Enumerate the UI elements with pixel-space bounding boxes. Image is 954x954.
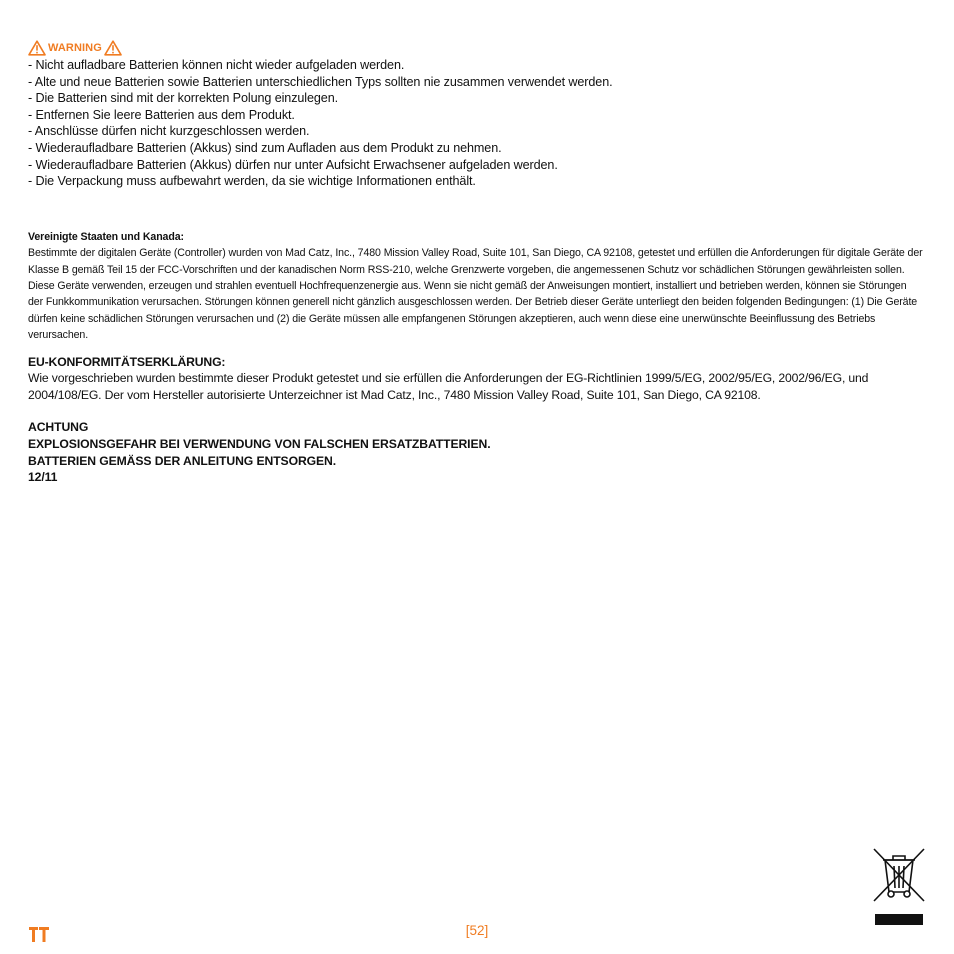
warning-header — [28, 38, 923, 57]
list-item: - Wiederaufladbare Batterien (Akkus) dürfen nur unter Aufsicht Erwachsener aufgeladen werden. — [28, 157, 558, 172]
caution-section — [28, 419, 923, 485]
caution-line: BATTERIEN GEMÄSS DER ANLEITUNG ENTSORGEN. — [28, 453, 337, 468]
caution-line: ACHTUNG — [28, 420, 89, 435]
us-canada-section — [28, 229, 923, 344]
list-item: - Die Verpackung muss aufbewahrt werden, da sie wichtige Informationen enthält. — [28, 174, 476, 189]
list-item: - Nicht aufladbare Batterien können nicht wieder aufgeladen werden. — [28, 58, 405, 72]
list-item: - Anschlüsse dürfen nicht kurzgeschlossen werden. — [28, 124, 310, 139]
page-content — [28, 38, 923, 486]
crossed-out-wheelie-bin-icon — [871, 846, 927, 928]
page-number: [52] — [465, 923, 489, 938]
list-item: - Die Batterien sind mit der korrekten Polung einzulegen. — [28, 91, 339, 106]
revision-date: 12/11 — [28, 470, 58, 485]
section-heading: Vereinigte Staaten und Kanada: — [28, 230, 184, 243]
warning-title: WARNING — [48, 41, 102, 54]
warning-triangle-icon — [28, 40, 46, 56]
section-heading: EU-KONFORMITÄTSERKLÄRUNG: — [28, 354, 226, 369]
list-item: - Alte und neue Batterien sowie Batterien unterschiedlichen Typs sollten nie zusammen verwendet werden. — [28, 74, 613, 89]
section-body: Bestimmte der digitalen Geräte (Controller) wurden von Mad Catz, Inc., 7480 Mission Valley Road, Suite 101, San Diego, CA 92108, getestet und erfüllen die Anforderungen für digitale Geräte der Klasse B gemäß Teil 15 der FCC-Vorschriften und der kanadischen Norm RSS-210, welche Grenzwerte vorgeben, die angemessenen Schutz vor schädlichen Störungen gewährleisten sollen. Diese Geräte verwenden, erzeugen und strahlen eventuell Hochfrequenzenergie aus. Wenn sie nicht gemäß der Anweisungen montiert, installiert und betrieben werden, können sie Störungen der Funkkommunikation verursachen. Störungen können generell nicht gänzlich ausgeschlossen werden. Der Betrieb dieser Geräte unterliegt den beiden folgenden Bedingungen: (1) Die Geräte dürfen keine schädlichen Störungen verursachen und (2) die Geräte müssen alle empfangenen Störungen akzeptieren, auch wenn diese eine unerwünschte Beeinflussung des Betriebs verursachen. — [28, 247, 923, 342]
list-item: - Wiederaufladbare Batterien (Akkus) sind zum Aufladen aus dem Produkt zu nehmen. — [28, 140, 502, 155]
warning-triangle-icon — [104, 40, 122, 56]
list-item: - Entfernen Sie leere Batterien aus dem Produkt. — [28, 107, 295, 122]
eu-declaration-section — [28, 354, 923, 404]
caution-line: EXPLOSIONSGEFAHR BEI VERWENDUNG VON FALSCHEN ERSATZBATTERIEN. — [28, 436, 491, 451]
section-body: Wie vorgeschrieben wurden bestimmte dieser Produkt getestet und sie erfüllen die Anforderungen der EG-Richtlinien 1999/5/EG, 2002/95/EG, 2002/96/EG, und 2004/108/EG. Der vom Hersteller autorisierte Unterzeichner ist Mad Catz, Inc., 7480 Mission Valley Road, Suite 101, San Diego, CA 92108. — [28, 371, 869, 402]
warning-list — [28, 57, 923, 190]
